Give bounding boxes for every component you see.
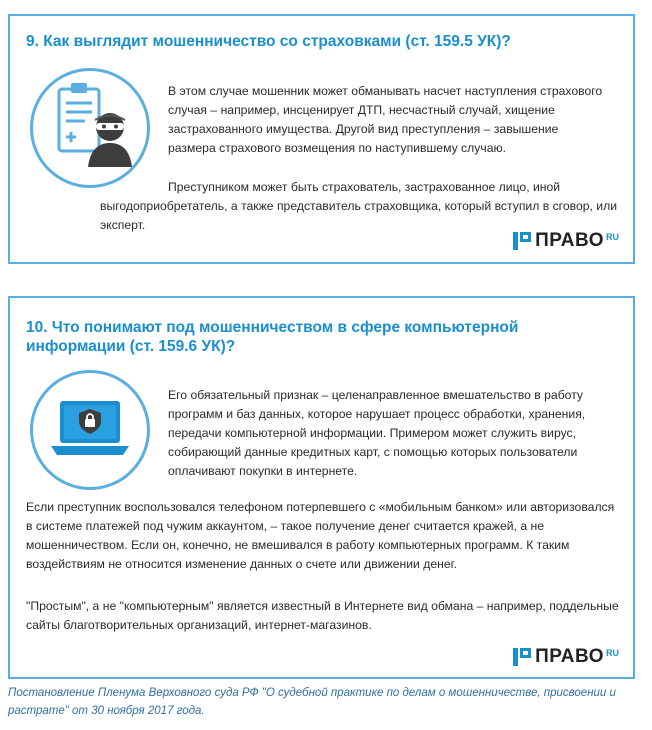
computer-fraud-card: [8, 296, 635, 679]
logo-superscript: RU: [606, 648, 619, 658]
insurance-fraud-card: [8, 14, 635, 264]
paragraph: Преступником может быть страхователь, застрахованное лицо, иной выгодоприобретатель, а также представитель страховщика, который вступил в сговор, или эксперт.: [100, 180, 618, 232]
laptop-shield-icon: [30, 370, 150, 490]
card-title: 10. Что понимают под мошенничеством в сфере компьютерной информации (ст. 159.6 УК)?: [26, 319, 519, 355]
source-caption: Постановление Пленума Верховного суда РФ "О судебной практике по делам о мошенничестве, присвоении и растрате" от 30 ноября 2017 года.: [8, 687, 616, 717]
pravo-logo-mark-icon: [513, 232, 531, 250]
pravo-logo-mark-icon: [513, 648, 531, 666]
pravo-ru-logo: [513, 648, 619, 666]
card-title: 9. Как выглядит мошенничество со страховками (ст. 159.5 УК)?: [26, 33, 511, 50]
paragraph: "Простым", а не "компьютерным" является известный в Интернете вид обмана – например, поддельные сайты благотворительных организаций, интернет-магазинов.: [26, 599, 619, 632]
paragraph: В этом случае мошенник может обманывать насчет наступления страхового случая – например, инсценирует ДТП, несчастный случай, хищение застрахованного имущества. Другой вид преступления – завышение размера страхового возмещения по наступившему случаю.: [168, 84, 603, 155]
logo-text: ПРАВО: [535, 646, 604, 667]
paragraph: Его обязательный признак – целенаправленное вмешательство в работу программ и баз данных, которое нарушает процесс обработки, хранения, передачи компьютерной информации. Примером может служить вирус, собирающий данные кредитных карт, с помощью которых пользователи оплачивают покупки в интернете.: [168, 388, 586, 478]
paragraph: Если преступник воспользовался телефоном потерпевшего с «мобильным банком» или авторизовался в системе платежей под чужим аккаунтом, – такое получение денег считается кражей, а не мошенничеством. Если он, конечно, не вмешивался в работу компьютерных программ. К таким воздействиям не относится изменение данных о счете или движении денег.: [26, 500, 615, 571]
logo-superscript: RU: [606, 232, 619, 242]
logo-text: ПРАВО: [535, 230, 604, 251]
insurance-fraud-icon: [30, 68, 150, 188]
pravo-ru-logo: [513, 232, 619, 250]
